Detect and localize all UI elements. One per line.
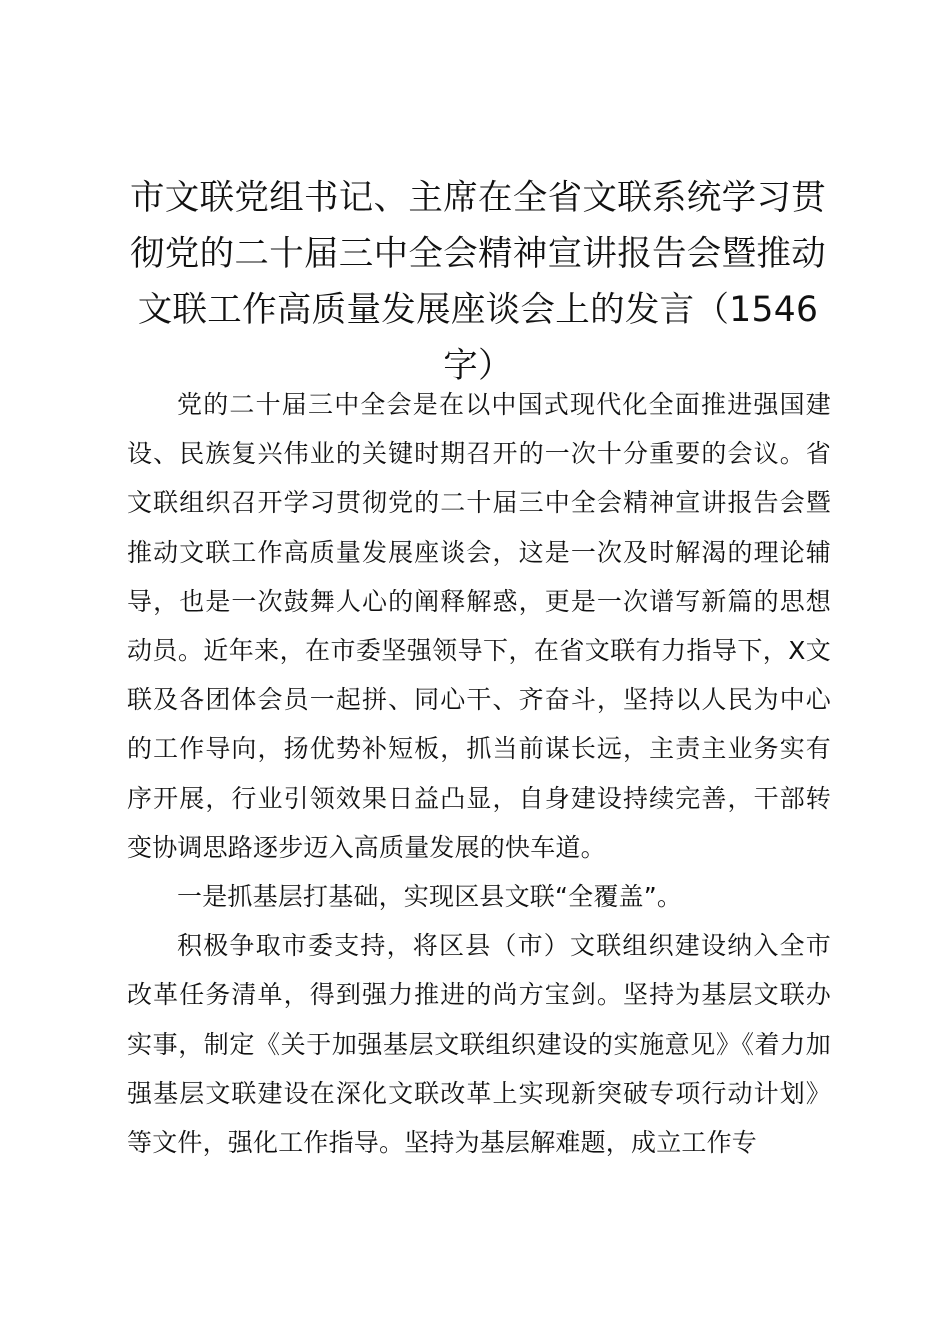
paragraph-intro: 党的二十届三中全会是在以中国式现代化全面推进强国建设、民族复兴伟业的关键时期召开的一次十分重要的会议。省文联组织召开学习贯彻党的二十届三中全会精神宣讲报告会暨推动文联工作高质量发展座谈会，这是一次及时解渴的理论辅导，也是一次鼓舞人心的阐释解惑，更是一次谱写新篇的思想动员。近年来，在市委坚强领导下，在省文联有力指导下，X文联及各团体会员一起拼、同心干、齐奋斗，坚持以人民为中心的工作导向，扬优势补短板，抓当前谋长远，主责主业务实有序开展，行业引领效果日益凸显，自身建设持续完善，干部转变协调思路逐步迈入高质量发展的快车道。 (127, 390, 831, 862)
document-title: 市文联党组书记、主席在全省文联系统学习贯彻党的二十届三中全会精神宣讲报告会暨推动文联工作高质量发展座谈会上的发言（1546字） (130, 178, 826, 386)
document-body (127, 380, 831, 1167)
paragraph-section-heading: 一是抓基层打基础，实现区县文联“全覆盖”。 (177, 882, 683, 912)
paragraph-section-body: 积极争取市委支持，将区县（市）文联组织建设纳入全市改革任务清单，得到强力推进的尚方宝剑。坚持为基层文联办实事，制定《关于加强基层文联组织建设的实施意见》《着力加强基层文联建设在深化文联改革上实现新突破专项行动计划》等文件，强化工作指导。坚持为基层解难题，成立工作专 (127, 931, 831, 1158)
